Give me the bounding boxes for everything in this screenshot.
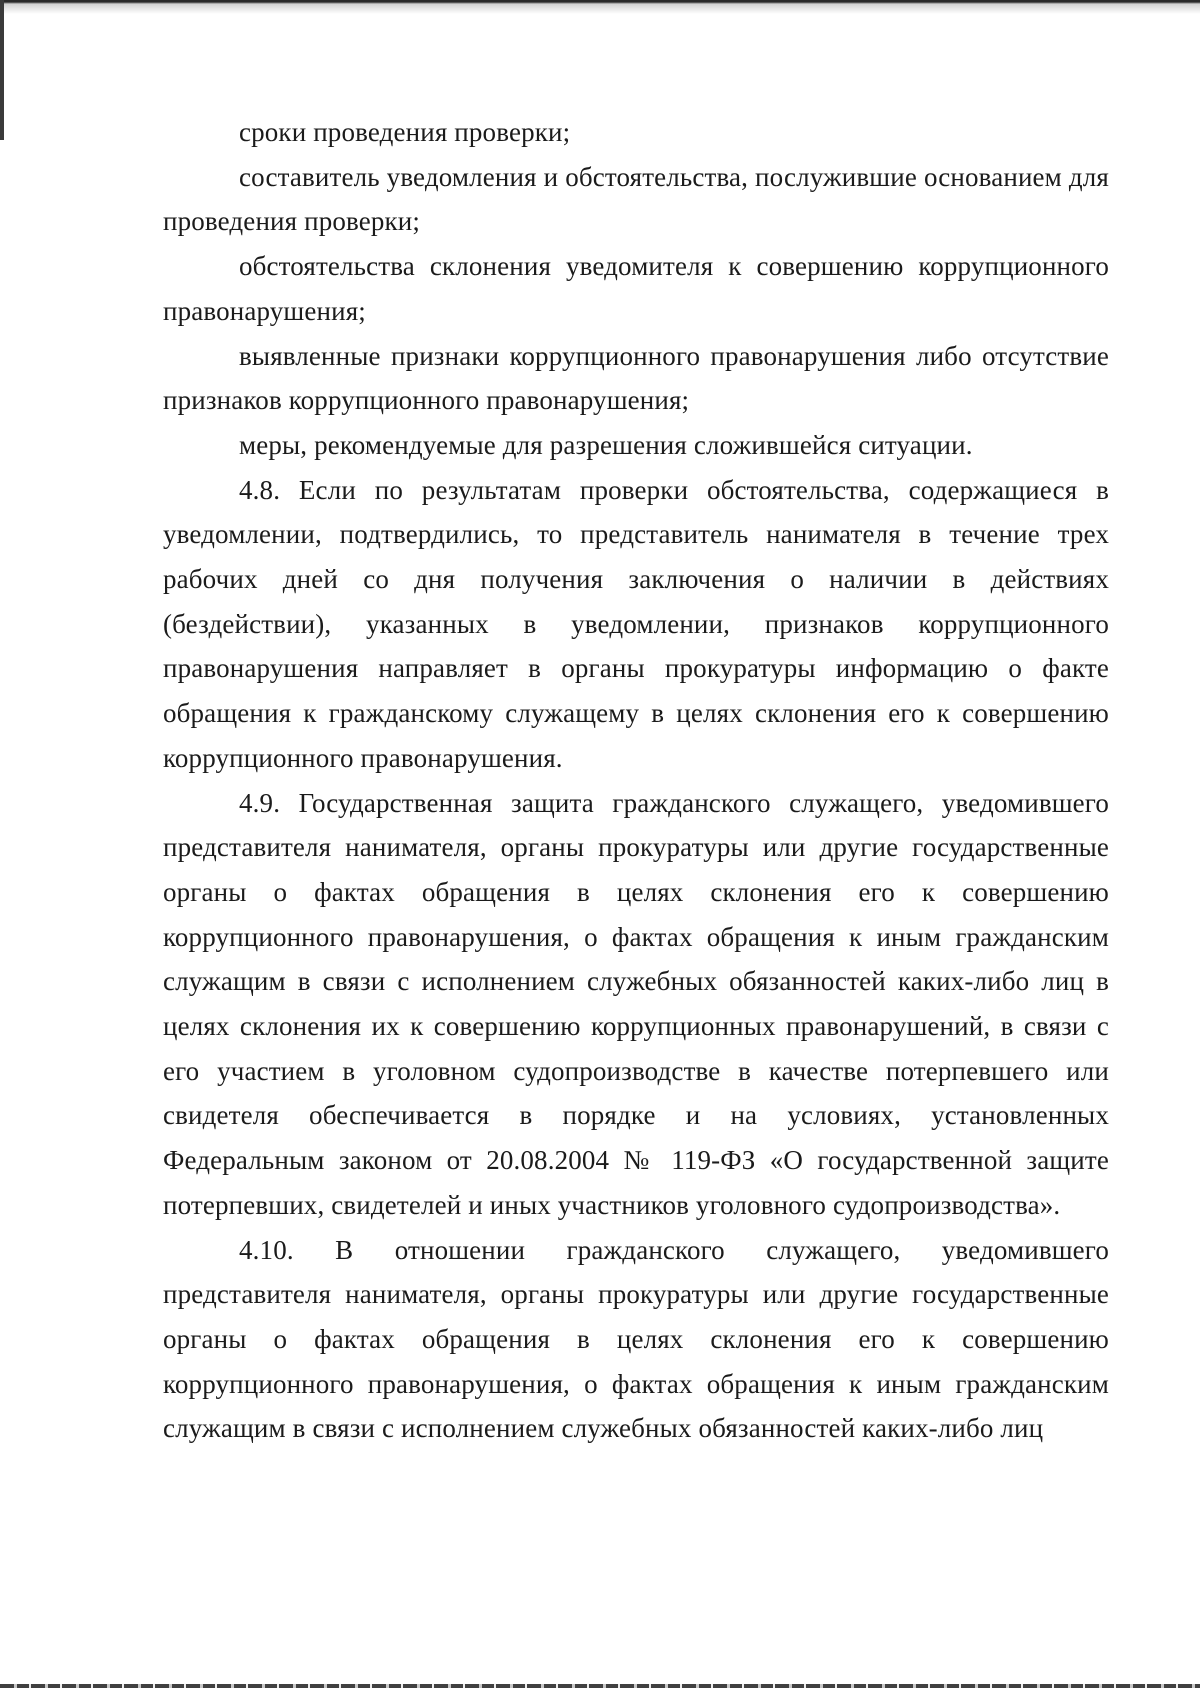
paragraph-section-4-10: 4.10. В отношении гражданского служащего, уведомившего представителя нанимателя, органы прокуратуры или другие государственные органы о фактах обращения в целях склонения его к совершению коррупционного правонарушения, о фактах обращения к иным гражданским служащим в связи с исполнением служебных обязанностей каких-либо лиц	[163, 1234, 1109, 1444]
paragraph-section-4-8: 4.8. Если по результатам проверки обстоятельства, содержащиеся в уведомлении, подтвердились, то представитель нанимателя в течение трех рабочих дней со дня получения заключения о наличии в действиях (бездействии), указанных в уведомлении, признаков коррупционного правонарушения направляет в органы прокуратуры информацию о факте обращения к гражданскому служащему в целях склонения его к совершению коррупционного правонарушения.	[163, 474, 1109, 773]
paragraph-identified-signs: выявленные признаки коррупционного правонарушения либо отсутствие признаков коррупционного правонарушения;	[163, 340, 1109, 416]
scan-edge-bottom	[0, 1684, 1200, 1688]
paragraph-inducement-circumstances: обстоятельства склонения уведомителя к совершению коррупционного правонарушения;	[163, 251, 1109, 326]
scan-edge-top	[0, 0, 1200, 14]
document-body	[163, 110, 1109, 1451]
scan-edge-left	[0, 0, 4, 140]
paragraph-notice-author: составитель уведомления и обстоятельства, послужившие основанием для проведения проверки;	[163, 161, 1109, 237]
paragraph-section-4-9: 4.9. Государственная защита гражданского служащего, уведомившего представителя нанимателя, органы прокуратуры или другие государственные органы о фактах обращения в целях склонения его к совершению коррупционного правонарушения, о фактах обращения к иным гражданским служащим в связи с исполнением служебных обязанностей каких-либо лиц в целях склонения их к совершению коррупционных правонарушений, в связи с его участием в уголовном судопроизводстве в качестве потерпевшего или свидетеля обеспечивается в порядке и на условиях, установленных Федеральным законом от 20.08.2004 № 119-ФЗ «О государственной защите потерпевших, свидетелей и иных участников уголовного судопроизводства».	[163, 787, 1109, 1220]
paragraph-check-timing: сроки проведения проверки;	[239, 117, 571, 147]
paragraph-recommended-measures: меры, рекомендуемые для разрешения сложившейся ситуации.	[239, 429, 973, 460]
